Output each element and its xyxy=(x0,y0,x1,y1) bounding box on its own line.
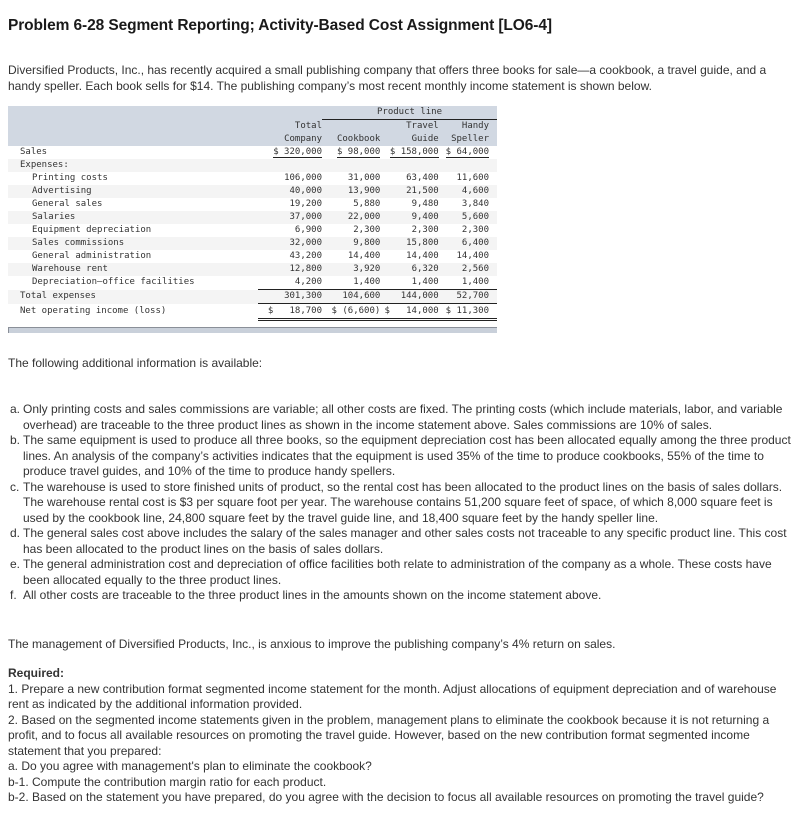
table-row xyxy=(8,211,497,224)
cell-value: 13,900 xyxy=(322,185,380,198)
required-item-2a: a. Do you agree with management's plan to eliminate the cookbook? xyxy=(8,759,372,773)
cell-value: 52,700 xyxy=(439,290,497,304)
cell-value: $ 14,000 xyxy=(380,304,438,320)
col-cook-2: Cookbook xyxy=(322,133,380,146)
row-label: General administration xyxy=(8,250,258,263)
cell-value: 6,400 xyxy=(439,237,497,250)
cell-value: 2,300 xyxy=(322,224,380,237)
list-item xyxy=(8,557,793,588)
table-row xyxy=(8,198,497,211)
cell-value: 3,920 xyxy=(322,263,380,276)
cell-value: 22,000 xyxy=(322,211,380,224)
row-label: Sales xyxy=(8,146,258,159)
total-expenses-row xyxy=(8,290,497,304)
cell-value: 1,400 xyxy=(439,276,497,290)
list-marker: c. xyxy=(10,479,20,494)
cell-value: 1,400 xyxy=(380,276,438,290)
list-text: The general sales cost above includes the salary of the sales manager and other sales costs not traceable to any specific product line. This cost has been allocated to the product lines on the basis of sales dollars. xyxy=(23,526,787,556)
cell-value: 3,840 xyxy=(439,198,497,211)
list-marker: a. xyxy=(10,402,21,416)
cell-value: $ 98,000 xyxy=(336,147,381,157)
cell-value: $ 18,700 xyxy=(258,304,322,320)
row-label: Expenses: xyxy=(8,159,258,172)
sales-row xyxy=(8,146,497,159)
required-item-2b2: b-2. Based on the statement you have prepared, do you agree with the decision to focus all available resources on promoting the travel guide? xyxy=(8,790,764,804)
cell-value: $ (6,600) xyxy=(322,304,380,320)
problem-title: Problem 6-28 Segment Reporting; Activity-Based Cost Assignment [LO6-4] xyxy=(8,17,552,34)
header-row-1 xyxy=(8,106,497,120)
cell-value: 14,400 xyxy=(439,250,497,263)
cell-value: 5,880 xyxy=(322,198,380,211)
cell-value: 4,200 xyxy=(258,276,322,290)
cell-value: $ 64,000 xyxy=(445,147,489,157)
intro-paragraph: Diversified Products, Inc., has recently acquired a small publishing company that offers three books for sale—a cookbook, a travel guide, and a handy speller. Each book sells for $14. The publishing company’s most recent monthly income statement is shown below. xyxy=(8,63,767,93)
cell-value: 5,600 xyxy=(439,211,497,224)
cell-value: 106,000 xyxy=(258,172,322,185)
row-label: Warehouse rent xyxy=(8,263,258,276)
header-row-3 xyxy=(8,133,497,146)
list-item xyxy=(8,588,793,604)
cell-value: 19,200 xyxy=(258,198,322,211)
required-section xyxy=(8,666,793,806)
cell-value: 63,400 xyxy=(380,172,438,185)
list-text: All other costs are traceable to the three product lines in the amounts shown on the income statement above. xyxy=(23,588,602,602)
row-label: Net operating income (loss) xyxy=(8,304,258,320)
list-text: The warehouse is used to store finished units of product, so the rental cost has been allocated to the product lines on the basis of sales dollars. The warehouse rental cost is $3 per square foot per year. The warehouse contains 51,200 square feet of space, of which 8,000 square feet is used by the cookbook line, 24,800 square feet by the travel guide line, and 18,400 square feet by the handy speller line. xyxy=(23,479,783,525)
list-marker: e. xyxy=(10,557,21,571)
required-item-2: 2. Based on the segmented income statements given in the problem, management plans to eliminate the cookbook because it is not returning a profit, and to focus all available resources on promoting the travel guide. However, based on the new contribution format segmented income statement that you prepared: xyxy=(8,712,770,758)
expenses-label-row xyxy=(8,159,497,172)
row-label: Equipment depreciation xyxy=(8,224,258,237)
additional-info-list xyxy=(8,402,793,604)
cell-value: 1,400 xyxy=(322,276,380,290)
col-total-2: Company xyxy=(258,133,322,146)
cell-value: 15,800 xyxy=(380,237,438,250)
row-label: Sales commissions xyxy=(8,237,258,250)
col-travel-2: Guide xyxy=(380,133,438,146)
product-line-header: Product line xyxy=(322,106,497,120)
row-label: Total expenses xyxy=(8,290,258,304)
cell-value: 40,000 xyxy=(258,185,322,198)
cell-value: 12,800 xyxy=(258,263,322,276)
cell-value: 43,200 xyxy=(258,250,322,263)
cell-value: 301,300 xyxy=(258,290,322,304)
col-total-1: Total xyxy=(258,120,322,134)
header-row-2 xyxy=(8,120,497,134)
additional-info-heading: The following additional information is available: xyxy=(8,356,263,370)
list-item xyxy=(8,480,793,527)
table-row xyxy=(8,172,497,185)
list-text: Only printing costs and sales commissions are variable; all other costs are fixed. The printing costs (which include materials, labor, and variable overhead) are traceable to the three product lines as shown in the income statement above. Sales commissions are 10% of sales. xyxy=(23,402,783,432)
row-label: General sales xyxy=(8,198,258,211)
cell-value: 37,000 xyxy=(258,211,322,224)
cell-value: 2,560 xyxy=(439,263,497,276)
cell-value: 11,600 xyxy=(439,172,497,185)
row-label: Advertising xyxy=(8,185,258,198)
col-handy-1: Handy xyxy=(439,120,497,134)
list-item xyxy=(8,402,793,433)
cell-value: $ 11,300 xyxy=(439,304,497,320)
table-row xyxy=(8,185,497,198)
required-item-1: 1. Prepare a new contribution format segmented income statement for the month. Adjust allocations of equipment depreciation and of warehouse rent as indicated by the additional information provided. xyxy=(8,681,777,711)
table-row xyxy=(8,276,497,290)
net-operating-income-row xyxy=(8,304,497,320)
list-marker: f. xyxy=(10,588,17,602)
cell-value: $ 320,000 xyxy=(273,147,322,157)
cell-value: $ 158,000 xyxy=(389,147,439,157)
cell-value: 6,900 xyxy=(258,224,322,237)
row-label: Printing costs xyxy=(8,172,258,185)
col-handy-2: Speller xyxy=(439,133,497,146)
table-row xyxy=(8,263,497,276)
table-footer-bar xyxy=(8,327,497,333)
cell-value: 2,300 xyxy=(439,224,497,237)
table-row xyxy=(8,250,497,263)
table-row xyxy=(8,224,497,237)
list-marker: d. xyxy=(10,526,21,540)
row-label: Depreciation—office facilities xyxy=(8,276,258,290)
cell-value: 2,300 xyxy=(380,224,438,237)
col-travel-1: Travel xyxy=(380,120,438,134)
income-statement-table xyxy=(8,106,497,333)
required-item-2b1: b-1. Compute the contribution margin ratio for each product. xyxy=(8,774,327,789)
cell-value: 14,400 xyxy=(380,250,438,263)
cell-value: 14,400 xyxy=(322,250,380,263)
cell-value: 104,600 xyxy=(322,290,380,304)
list-item xyxy=(8,433,793,480)
required-heading: Required: xyxy=(8,666,65,680)
management-note: The management of Diversified Products, Inc., is anxious to improve the publishing company’s 4% return on sales. xyxy=(8,637,616,651)
cell-value: 9,400 xyxy=(380,211,438,224)
list-text: The general administration cost and depreciation of office facilities both relate to administration of the company as a whole. These costs have been allocated equally to the three product lines. xyxy=(23,557,772,587)
row-label: Salaries xyxy=(8,211,258,224)
cell-value: 21,500 xyxy=(380,185,438,198)
cell-value: 31,000 xyxy=(322,172,380,185)
list-marker: b. xyxy=(10,433,21,447)
list-text: The same equipment is used to produce all three books, so the equipment depreciation cost has been allocated equally among the three product lines. An analysis of the company’s activities indicates that the equipment is used 35% of the time to produce cookbooks, 55% of the time to produce travel guides, and 10% of the time to produce handy spellers. xyxy=(23,433,791,478)
table-row xyxy=(8,237,497,250)
cell-value: 9,480 xyxy=(380,198,438,211)
list-item xyxy=(8,526,793,557)
cell-value: 9,800 xyxy=(322,237,380,250)
cell-value: 4,600 xyxy=(439,185,497,198)
cell-value: 32,000 xyxy=(258,237,322,250)
cell-value: 6,320 xyxy=(380,263,438,276)
cell-value: 144,000 xyxy=(380,290,438,304)
